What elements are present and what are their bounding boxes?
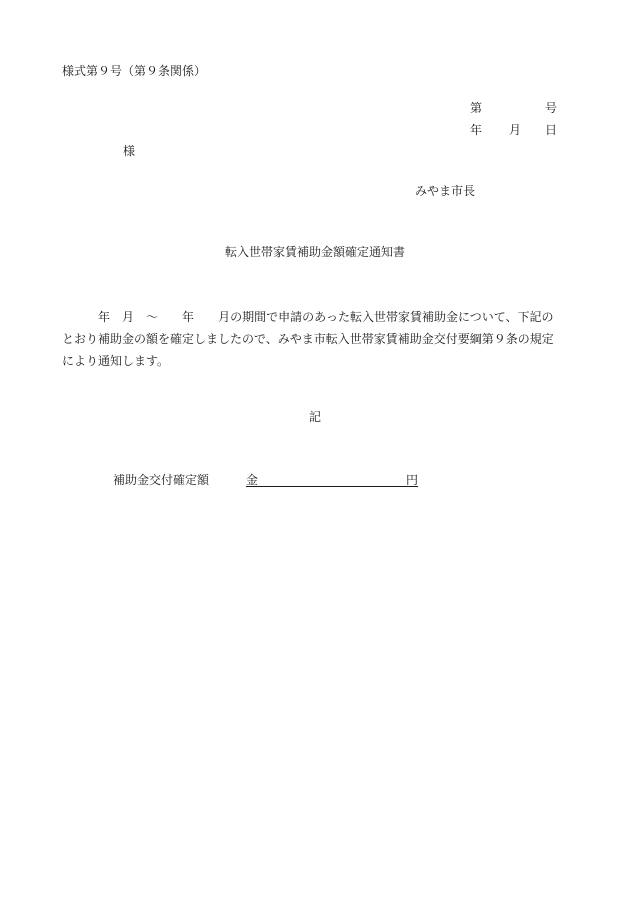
issuer-name: みやま市長 bbox=[415, 184, 476, 198]
document-number-suffix: 号 bbox=[545, 101, 558, 115]
amount-unit: 円 bbox=[405, 473, 418, 487]
amount-field bbox=[246, 470, 418, 487]
period-end-year: 年 bbox=[182, 310, 195, 324]
amount-prefix: 金 bbox=[246, 473, 259, 487]
body-paragraph bbox=[62, 306, 572, 372]
amount-label: 補助金交付確定額 bbox=[113, 473, 210, 487]
ki-heading: 記 bbox=[308, 410, 321, 424]
body-line-2: とおり補助金の額を確定しましたので、みやま市転入世帯家賃補助金交付要綱第９条の規定 bbox=[62, 332, 554, 346]
document-title: 転入世帯家賃補助金額確定通知書 bbox=[224, 245, 405, 259]
body-line-1-text: 月の期間で申請のあった転入世帯家賃補助金について、下記の bbox=[218, 310, 554, 324]
period-start-year: 年 bbox=[98, 310, 111, 324]
document-number-label: 第 bbox=[470, 101, 483, 115]
period-tilde: ～ bbox=[146, 310, 159, 324]
date-day-label: 日 bbox=[545, 123, 558, 137]
recipient-honorific: 様 bbox=[123, 144, 136, 158]
body-line-1 bbox=[62, 306, 572, 328]
form-number: 様式第９号（第９条関係） bbox=[62, 64, 207, 78]
date-year-label: 年 bbox=[470, 123, 483, 137]
date-month-label: 月 bbox=[509, 123, 522, 137]
body-line-3: により通知します。 bbox=[62, 354, 170, 368]
period-start-month: 月 bbox=[122, 310, 135, 324]
